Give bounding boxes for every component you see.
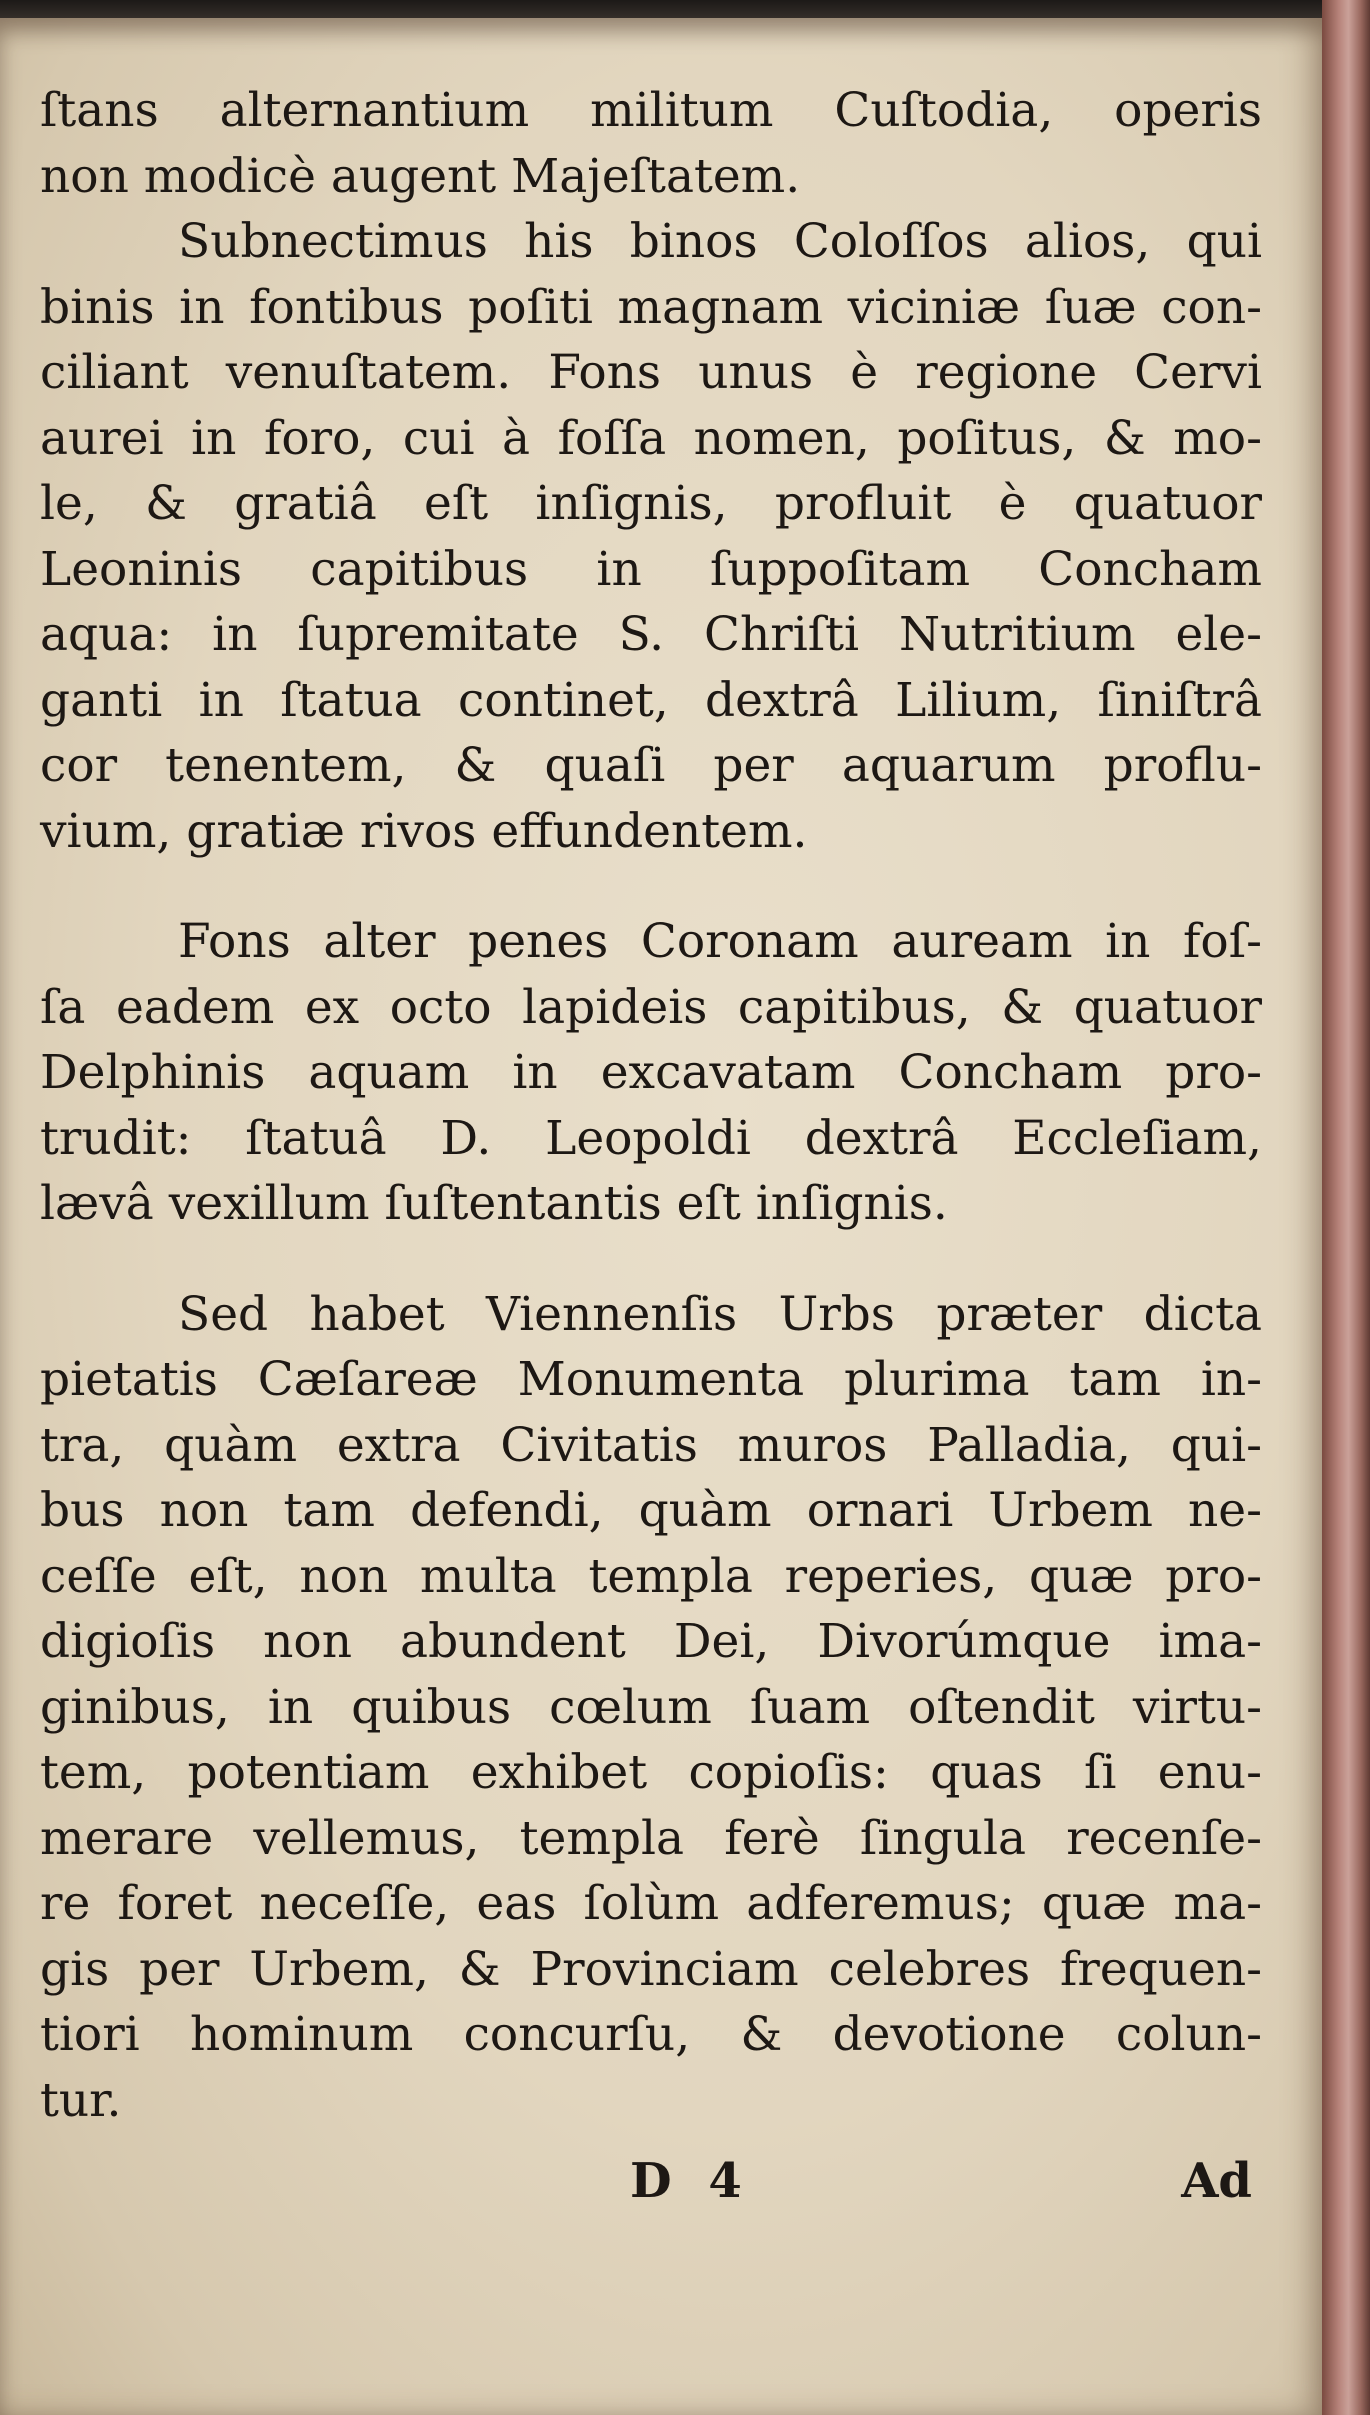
text-line: ſa eadem ex octo lapideis capitibus, & quatuor xyxy=(40,979,1262,1035)
text-line: merare vellemus, templa ferè ſingula recenſe- xyxy=(40,1810,1262,1866)
text-line: re foret neceſſe, eas ſolùm adferemus; quæ ma- xyxy=(40,1876,1262,1931)
text-line: Leoninis capitibus in ſuppoſitam Concham xyxy=(40,541,1262,597)
text-line: tiori hominum concurſu, & devotione colun- xyxy=(40,2007,1262,2062)
text-line: Sed habet Viennenſis Urbs præter dicta xyxy=(178,1286,1262,1342)
text-line: tur. xyxy=(40,2072,122,2128)
text-line: le, & gratiâ eſt inſignis, profluit è quatuor xyxy=(40,476,1262,531)
text-line: binis in fontibus poſiti magnam viciniæ ſuæ con- xyxy=(40,279,1262,335)
text-line: ſtans alternantium militum Cuſtodia, operis xyxy=(40,83,1262,138)
page-leaf xyxy=(0,18,1328,2415)
text-line: ciliant venuſtatem. Fons unus è regione Cervi xyxy=(40,345,1262,400)
text-line: trudit: ſtatuâ D. Leopoldi dextrâ Eccleſiam, xyxy=(40,1110,1262,1166)
signature-mark: D 4 xyxy=(630,2153,752,2209)
text-line: aqua: in ſupremitate S. Chriſti Nutritium ele- xyxy=(40,607,1262,662)
text-line: tra, quàm extra Civitatis muros Palladia, qui- xyxy=(40,1417,1262,1473)
paragraph-gap xyxy=(40,864,1262,909)
text-line: non modicè augent Majeſtatem. xyxy=(40,148,801,204)
text-line: aurei in foro, cui à foſſa nomen, poſitus, & mo- xyxy=(40,410,1262,466)
text-line: cor tenentem, & quaſi per aquarum proflu- xyxy=(40,738,1262,793)
text-line: ceſſe eſt, non multa templa reperies, quæ pro- xyxy=(40,1548,1262,1604)
text-line: bus non tam defendi, quàm ornari Urbem ne- xyxy=(40,1483,1262,1538)
text-line: tem, potentiam exhibet copioſis: quas ſi enu- xyxy=(40,1745,1262,1800)
text-line: pietatis Cæſareæ Monumenta plurima tam in- xyxy=(40,1352,1262,1407)
text-line: Subnectimus his binos Coloſſos alios, qui xyxy=(178,214,1262,269)
text-line: Fons alter penes Coronam auream in foſ- xyxy=(178,914,1262,969)
text-line: gis per Urbem, & Provinciam celebres frequen- xyxy=(40,1941,1262,1997)
text-line: Delphinis aquam in excavatam Concham pro- xyxy=(40,1045,1262,1100)
text-line: ginibus, in quibus cœlum ſuam oſtendit virtu- xyxy=(40,1679,1262,1735)
page-footer xyxy=(40,2153,1262,2223)
text-line: vium, gratiæ rivos effundentem. xyxy=(40,803,808,859)
paragraph-gap xyxy=(40,1237,1262,1282)
text-line: lævâ vexillum ſuſtentantis eſt inſignis. xyxy=(40,1176,948,1231)
catchword: Ad xyxy=(1181,2153,1252,2209)
text-line: ganti in ſtatua continet, dextrâ Lilium, ſiniſtrâ xyxy=(40,672,1262,728)
binding-edge xyxy=(1322,0,1370,2415)
text-line: digioſis non abundent Dei, Divorúmque ima- xyxy=(40,1614,1262,1669)
body-text xyxy=(40,78,1262,2133)
